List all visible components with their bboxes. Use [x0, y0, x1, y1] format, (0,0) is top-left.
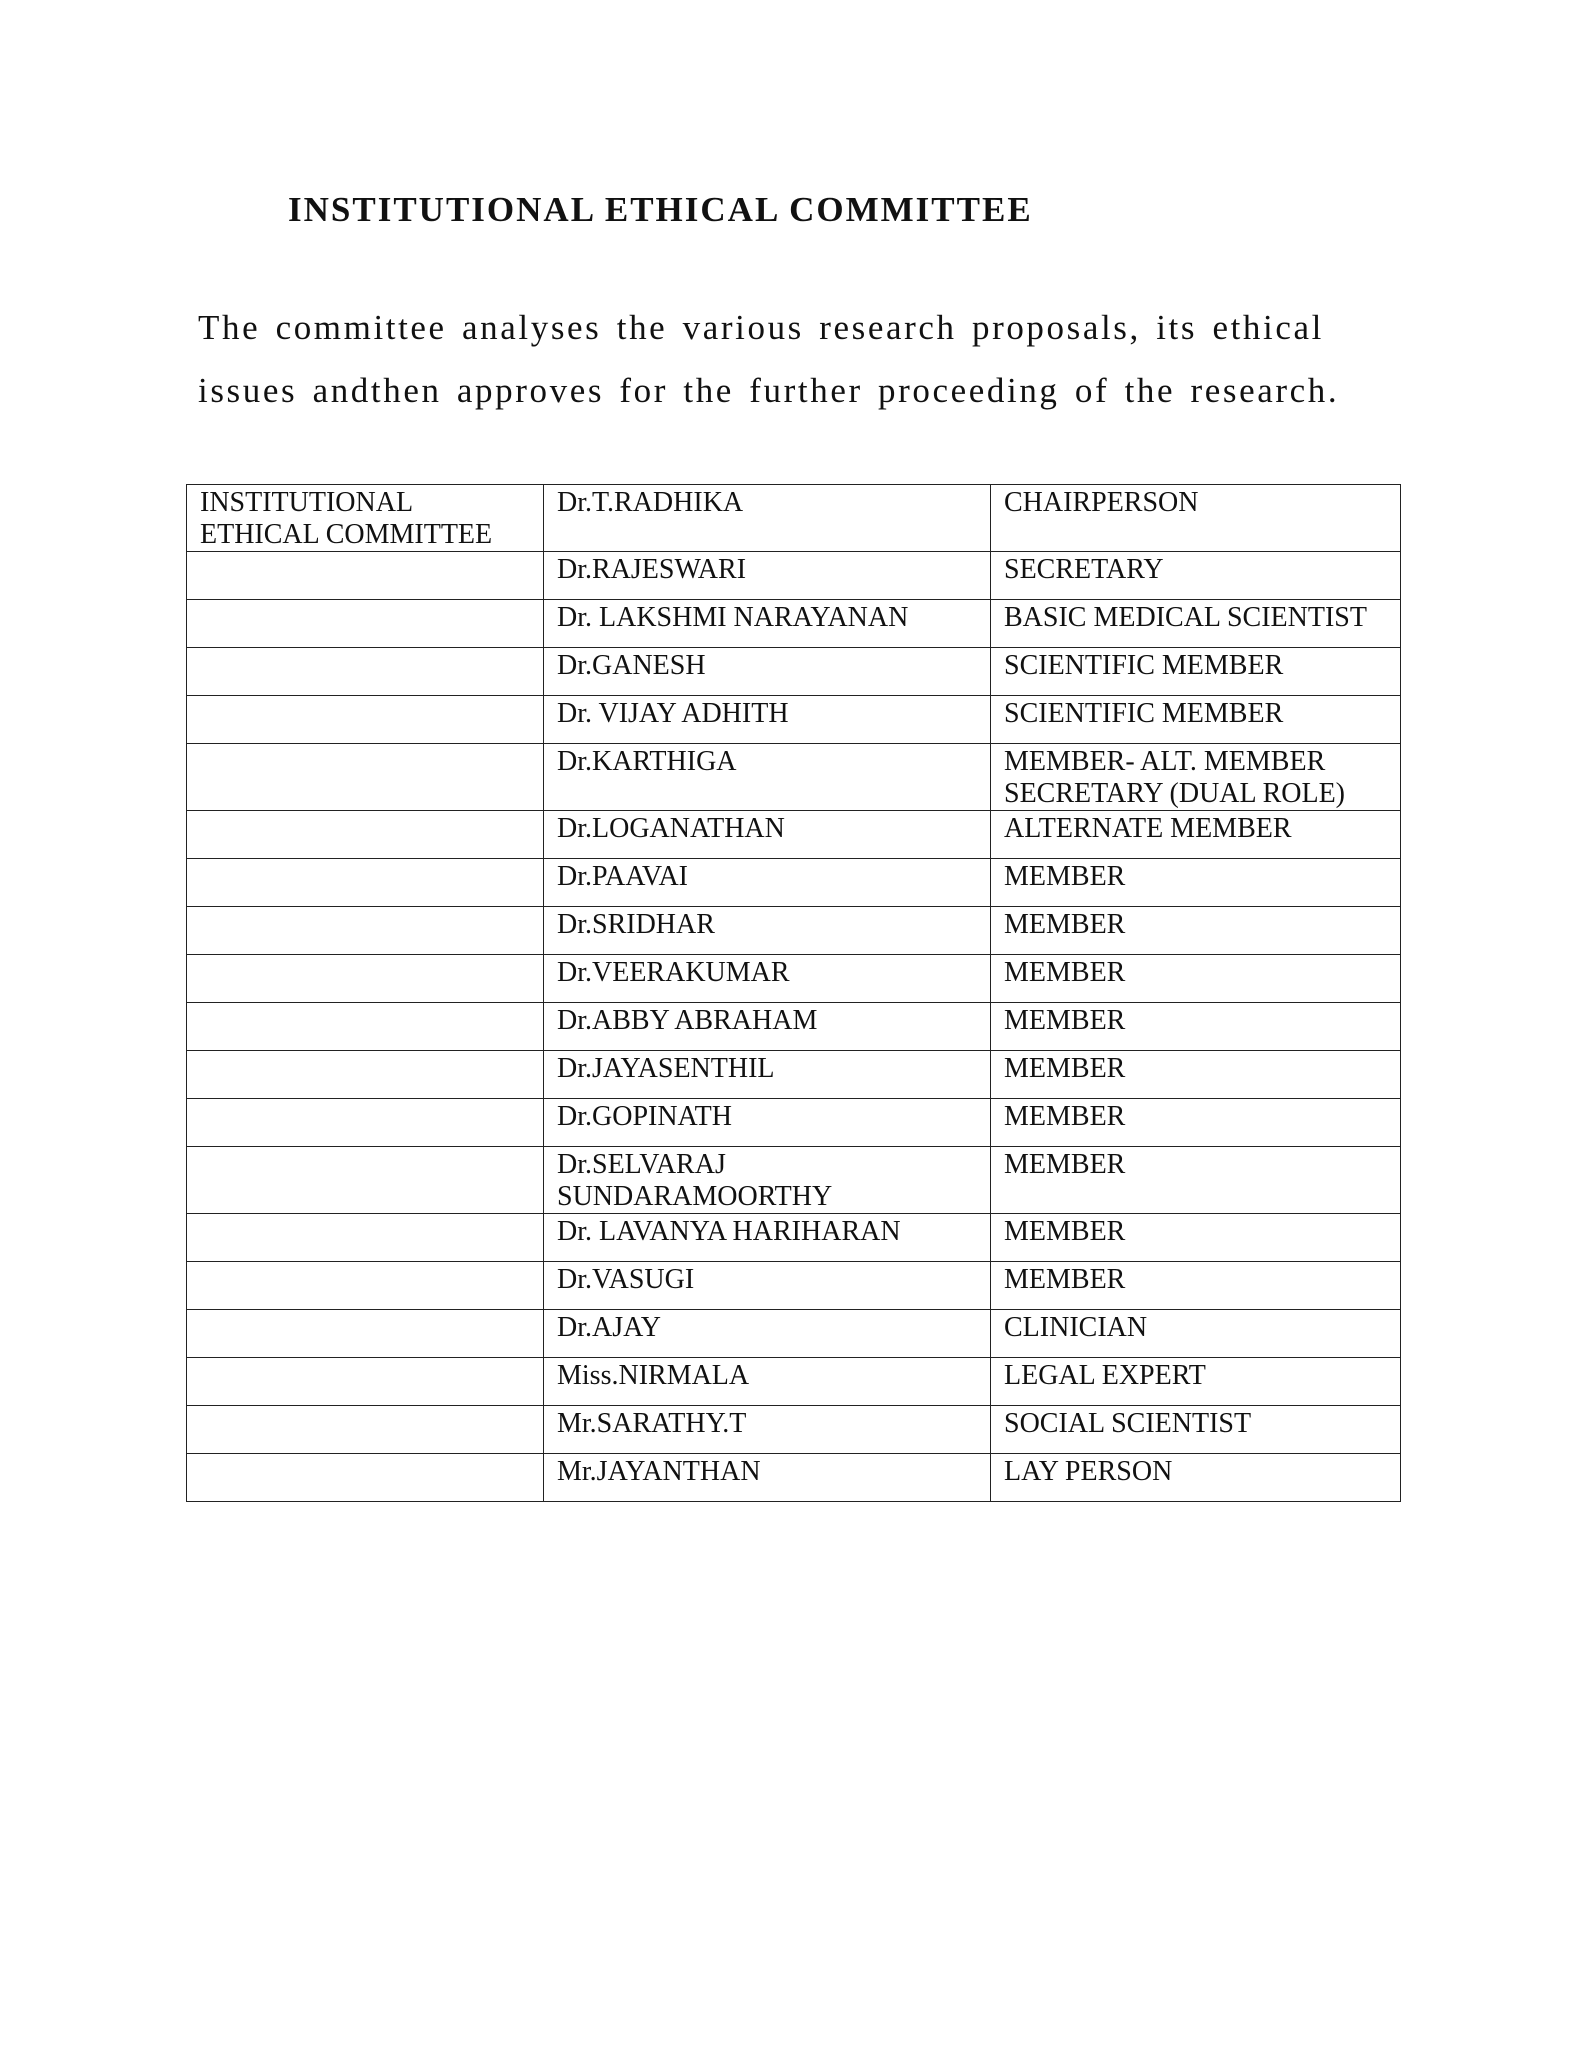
empty-cell	[187, 696, 544, 744]
page-title: INSTITUTIONAL ETHICAL COMMITTEE	[288, 190, 1033, 229]
table-row	[187, 1051, 1401, 1099]
member-role-cell	[991, 744, 1401, 811]
member-name-cell: Dr.T.RADHIKA	[544, 485, 991, 552]
table-row	[187, 1310, 1401, 1358]
member-role-cell: CHAIRPERSON	[991, 485, 1401, 552]
table-row	[187, 1099, 1401, 1147]
empty-cell	[187, 955, 544, 1003]
member-role-line: SECRETARY (DUAL ROLE)	[1004, 778, 1346, 809]
empty-cell	[187, 859, 544, 907]
intro-line: issues andthen approves for the further proceeding of the research.	[198, 371, 1340, 410]
member-name-cell: Miss.NIRMALA	[544, 1358, 991, 1406]
intro-paragraph	[198, 296, 1398, 422]
member-role-line: MEMBER- ALT. MEMBER	[1004, 746, 1326, 777]
group-label-line: ETHICAL COMMITTEE	[200, 519, 493, 550]
empty-cell	[187, 1454, 544, 1502]
member-name-cell: Mr.JAYANTHAN	[544, 1454, 991, 1502]
member-name-cell: Dr.JAYASENTHIL	[544, 1051, 991, 1099]
empty-cell	[187, 744, 544, 811]
member-name-cell: Dr.VEERAKUMAR	[544, 955, 991, 1003]
empty-cell	[187, 907, 544, 955]
committee-members-table	[186, 484, 1401, 1502]
table-row	[187, 1147, 1401, 1214]
empty-cell	[187, 1310, 544, 1358]
member-role-cell: CLINICIAN	[991, 1310, 1401, 1358]
member-role-cell: LAY PERSON	[991, 1454, 1401, 1502]
member-name-cell: Dr.RAJESWARI	[544, 552, 991, 600]
member-name-cell: Dr. LAKSHMI NARAYANAN	[544, 600, 991, 648]
member-name-cell: Dr.LOGANATHAN	[544, 811, 991, 859]
table-row	[187, 955, 1401, 1003]
member-name-cell: Mr.SARATHY.T	[544, 1406, 991, 1454]
empty-cell	[187, 1147, 544, 1214]
member-name-cell: Dr.KARTHIGA	[544, 744, 991, 811]
member-name-cell: Dr.SRIDHAR	[544, 907, 991, 955]
table-row	[187, 485, 1401, 552]
member-role-cell: MEMBER	[991, 1003, 1401, 1051]
empty-cell	[187, 1003, 544, 1051]
member-role-cell: MEMBER	[991, 1262, 1401, 1310]
table-row	[187, 648, 1401, 696]
member-name-line: Dr.SELVARAJ	[557, 1149, 726, 1180]
member-name-cell: Dr.VASUGI	[544, 1262, 991, 1310]
member-role-cell: MEMBER	[991, 1099, 1401, 1147]
group-label-line: INSTITUTIONAL	[200, 487, 414, 518]
member-role-cell: MEMBER	[991, 1051, 1401, 1099]
table-row	[187, 1262, 1401, 1310]
member-role-cell: LEGAL EXPERT	[991, 1358, 1401, 1406]
table-row	[187, 1406, 1401, 1454]
member-role-cell: MEMBER	[991, 955, 1401, 1003]
table-row	[187, 744, 1401, 811]
member-name-line: SUNDARAMOORTHY	[557, 1181, 833, 1212]
member-name-cell: Dr.ABBY ABRAHAM	[544, 1003, 991, 1051]
empty-cell	[187, 552, 544, 600]
member-role-cell: SECRETARY	[991, 552, 1401, 600]
member-name-cell: Dr.PAAVAI	[544, 859, 991, 907]
member-role-cell: MEMBER	[991, 1147, 1401, 1214]
intro-line: The committee analyses the various research proposals, its ethical	[198, 308, 1324, 347]
empty-cell	[187, 648, 544, 696]
table-row	[187, 859, 1401, 907]
empty-cell	[187, 600, 544, 648]
member-role-cell: SCIENTIFIC MEMBER	[991, 648, 1401, 696]
empty-cell	[187, 1051, 544, 1099]
member-role-cell: MEMBER	[991, 1214, 1401, 1262]
member-role-cell: SOCIAL SCIENTIST	[991, 1406, 1401, 1454]
table-row	[187, 1454, 1401, 1502]
group-label-cell	[187, 485, 544, 552]
table-row	[187, 907, 1401, 955]
member-role-cell: MEMBER	[991, 907, 1401, 955]
member-name-cell: Dr. LAVANYA HARIHARAN	[544, 1214, 991, 1262]
member-role-cell: MEMBER	[991, 859, 1401, 907]
member-role-cell: SCIENTIFIC MEMBER	[991, 696, 1401, 744]
empty-cell	[187, 1214, 544, 1262]
table-row	[187, 696, 1401, 744]
empty-cell	[187, 811, 544, 859]
member-name-cell: Dr. VIJAY ADHITH	[544, 696, 991, 744]
member-role-cell: ALTERNATE MEMBER	[991, 811, 1401, 859]
member-name-cell: Dr.GANESH	[544, 648, 991, 696]
member-name-cell: Dr.GOPINATH	[544, 1099, 991, 1147]
empty-cell	[187, 1358, 544, 1406]
member-name-cell	[544, 1147, 991, 1214]
table-row	[187, 1003, 1401, 1051]
table-row	[187, 600, 1401, 648]
member-name-cell: Dr.AJAY	[544, 1310, 991, 1358]
table-row	[187, 1214, 1401, 1262]
empty-cell	[187, 1262, 544, 1310]
table-row	[187, 1358, 1401, 1406]
member-role-cell: BASIC MEDICAL SCIENTIST	[991, 600, 1401, 648]
empty-cell	[187, 1406, 544, 1454]
table-row	[187, 552, 1401, 600]
empty-cell	[187, 1099, 544, 1147]
table-row	[187, 811, 1401, 859]
